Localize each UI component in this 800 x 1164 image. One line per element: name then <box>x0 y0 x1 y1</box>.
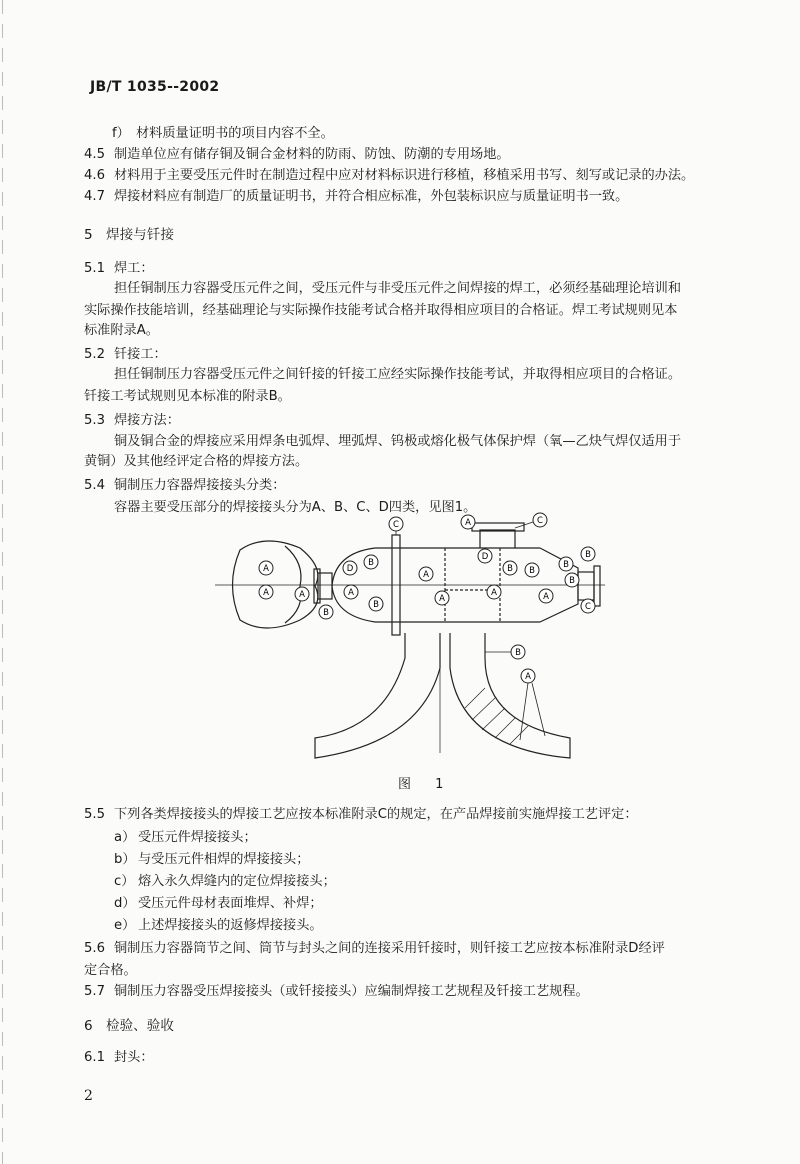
text-line <box>114 829 257 847</box>
label-B <box>364 555 378 569</box>
svg-text:A: A <box>423 570 429 580</box>
label-A <box>295 587 309 601</box>
text-line <box>84 388 291 406</box>
clause-text: 材料质量证明书的项目内容不全。 <box>136 126 334 141</box>
clause-number: 5.5 <box>84 807 105 822</box>
text-line <box>114 851 309 869</box>
label-D <box>478 549 492 563</box>
figure-1-vessel-diagram <box>210 508 610 770</box>
clause-number: 5.4 <box>84 478 105 493</box>
clause-number: 5.6 <box>84 941 105 956</box>
text-line <box>84 260 154 278</box>
svg-text:C: C <box>393 520 399 530</box>
clause-text: 封头： <box>114 1050 154 1065</box>
svg-text:A: A <box>525 672 531 682</box>
svg-text:D: D <box>481 552 489 562</box>
label-A <box>419 567 433 581</box>
text-line <box>114 366 681 384</box>
clause-text: 容器主要受压部分的焊接接头分为A、B、C、D四类，见图1。 <box>114 500 477 515</box>
clause-text: 铜制压力容器焊接接头分类： <box>114 478 286 493</box>
label-A <box>435 591 449 605</box>
svg-text:A: A <box>263 588 269 598</box>
text-line <box>114 917 323 935</box>
text-line <box>84 477 285 495</box>
text-line <box>84 962 137 980</box>
clause-text: 铜制压力容器筒节之间、筒节与封头之间的连接采用钎接时，则钎接工艺应按本标准附录D经评 <box>114 941 665 956</box>
svg-text:A: A <box>543 592 549 602</box>
text-line <box>112 125 334 143</box>
clause-text: 钎接工： <box>114 347 167 362</box>
clause-number: 4.5 <box>84 147 105 162</box>
label-A <box>259 585 273 599</box>
text-line <box>84 453 308 471</box>
clause-text: 黄铜）及其他经评定合格的焊接方法。 <box>84 454 309 469</box>
text-line <box>84 412 180 430</box>
text-line <box>114 280 681 298</box>
clause-text: 上述焊接接头的返修焊接接头。 <box>138 918 323 933</box>
clause-number: a） <box>114 830 136 845</box>
clause-number: 5.2 <box>84 347 105 362</box>
svg-text:B: B <box>569 576 575 586</box>
svg-text:B: B <box>529 566 535 576</box>
svg-text:D: D <box>346 564 354 574</box>
label-B <box>565 573 579 587</box>
svg-text:A: A <box>348 588 354 598</box>
label-A <box>539 589 553 603</box>
label-B <box>369 597 383 611</box>
clause-text: 担任铜制压力容器受压元件之间钎接的钎接工应经实际操作技能考试，并取得相应项目的合格证。 <box>114 367 682 382</box>
text-line <box>84 346 167 364</box>
text-line <box>84 188 628 206</box>
svg-text:B: B <box>563 560 569 570</box>
clause-text: 实际操作技能培训，经基础理论与实际操作技能考试合格并取得相应项目的合格证。焊工考试规则见本 <box>84 303 678 318</box>
clause-text: 焊接方法： <box>114 413 180 428</box>
clause-text: 标准附录A。 <box>84 323 159 338</box>
text-line <box>84 806 638 824</box>
clause-text: 焊工： <box>114 261 154 276</box>
clause-text: 熔入永久焊缝内的定位焊接接头； <box>138 874 336 889</box>
svg-text:B: B <box>368 558 374 568</box>
text-line <box>84 302 677 320</box>
clause-text: 制造单位应有储存铜及铜合金材料的防雨、防蚀、防潮的专用场地。 <box>114 147 510 162</box>
label-B <box>559 557 573 571</box>
clause-number: b） <box>114 852 136 867</box>
clause-number: 5.1 <box>84 261 105 276</box>
clause-text: 受压元件焊接接头； <box>138 830 257 845</box>
clause-text: 与受压元件相焊的焊接接头； <box>138 852 310 867</box>
label-B <box>511 645 525 659</box>
svg-text:B: B <box>515 648 521 658</box>
clause-text: 定合格。 <box>84 963 137 978</box>
text-line <box>84 226 174 244</box>
text-line <box>84 1049 154 1067</box>
svg-text:B: B <box>373 600 379 610</box>
clause-number: 4.6 <box>84 168 105 183</box>
clause-text: 钎接工考试规则见本标准的附录B。 <box>84 389 291 404</box>
svg-text:B: B <box>585 550 591 560</box>
scan-edge-marks <box>2 0 3 1164</box>
clause-text: 焊接与钎接 <box>106 227 174 243</box>
label-A <box>344 585 358 599</box>
svg-text:B: B <box>507 564 513 574</box>
text-line <box>84 322 159 340</box>
text-line <box>114 873 336 891</box>
clause-text: 下列各类焊接接头的焊接工艺应按本标准附录C的规定，在产品焊接前实施焊接工艺评定： <box>114 807 638 822</box>
svg-text:A: A <box>439 594 445 604</box>
label-B <box>581 547 595 561</box>
clause-number: d） <box>114 896 136 911</box>
label-A <box>259 561 273 575</box>
text-line <box>114 433 681 451</box>
clause-number: 4.7 <box>84 189 105 204</box>
clause-number: 5 <box>84 227 93 243</box>
svg-text:A: A <box>263 564 269 574</box>
clause-text: 检验、验收 <box>106 1018 174 1034</box>
svg-text:A: A <box>491 588 497 598</box>
text-line <box>84 1017 174 1035</box>
figure-caption: 图 1 <box>398 777 454 792</box>
svg-text:C: C <box>537 516 543 526</box>
page-number: 2 <box>84 1088 93 1104</box>
label-B <box>503 561 517 575</box>
label-C <box>389 517 403 531</box>
label-B <box>525 563 539 577</box>
text-line <box>84 146 510 164</box>
text-line <box>114 895 323 913</box>
standard-header: JB/T 1035--2002 <box>90 79 220 95</box>
clause-text: 担任铜制压力容器受压元件之间，受压元件与非受压元件之间焊接的焊工，必须经基础理论培训和 <box>114 281 682 296</box>
clause-text: 铜及铜合金的焊接应采用焊条电弧焊、埋弧焊、钨极或熔化极气体保护焊（氧—乙炔气焊仅适用于 <box>114 434 682 449</box>
text-line <box>84 940 665 958</box>
svg-text:A: A <box>299 590 305 600</box>
text-line <box>84 983 589 1001</box>
clause-text: 受压元件母材表面堆焊、补焊； <box>138 896 323 911</box>
label-A <box>487 585 501 599</box>
label-A <box>461 515 475 529</box>
label-B <box>319 605 333 619</box>
label-C <box>581 599 595 613</box>
svg-text:C: C <box>585 602 591 612</box>
text-line <box>84 167 694 185</box>
clause-number: f） <box>112 126 130 141</box>
clause-number: 6.1 <box>84 1050 105 1065</box>
svg-text:B: B <box>323 608 329 618</box>
clause-number: c） <box>114 874 135 889</box>
label-A <box>521 669 535 683</box>
label-C <box>533 513 547 527</box>
clause-number: 5.3 <box>84 413 105 428</box>
clause-text: 焊接材料应有制造厂的质量证明书，并符合相应标准，外包装标识应与质量证明书一致。 <box>114 189 629 204</box>
clause-number: 5.7 <box>84 984 105 999</box>
svg-text:A: A <box>465 518 471 528</box>
label-D <box>343 561 357 575</box>
clause-text: 材料用于主要受压元件时在制造过程中应对材料标识进行移植，移植采用书写、刻写或记录的办法。 <box>114 168 695 183</box>
clause-text: 铜制压力容器受压焊接接头（或钎接接头）应编制焊接工艺规程及钎接工艺规程。 <box>114 984 589 999</box>
clause-number: 6 <box>84 1018 93 1034</box>
clause-number: e） <box>114 918 136 933</box>
